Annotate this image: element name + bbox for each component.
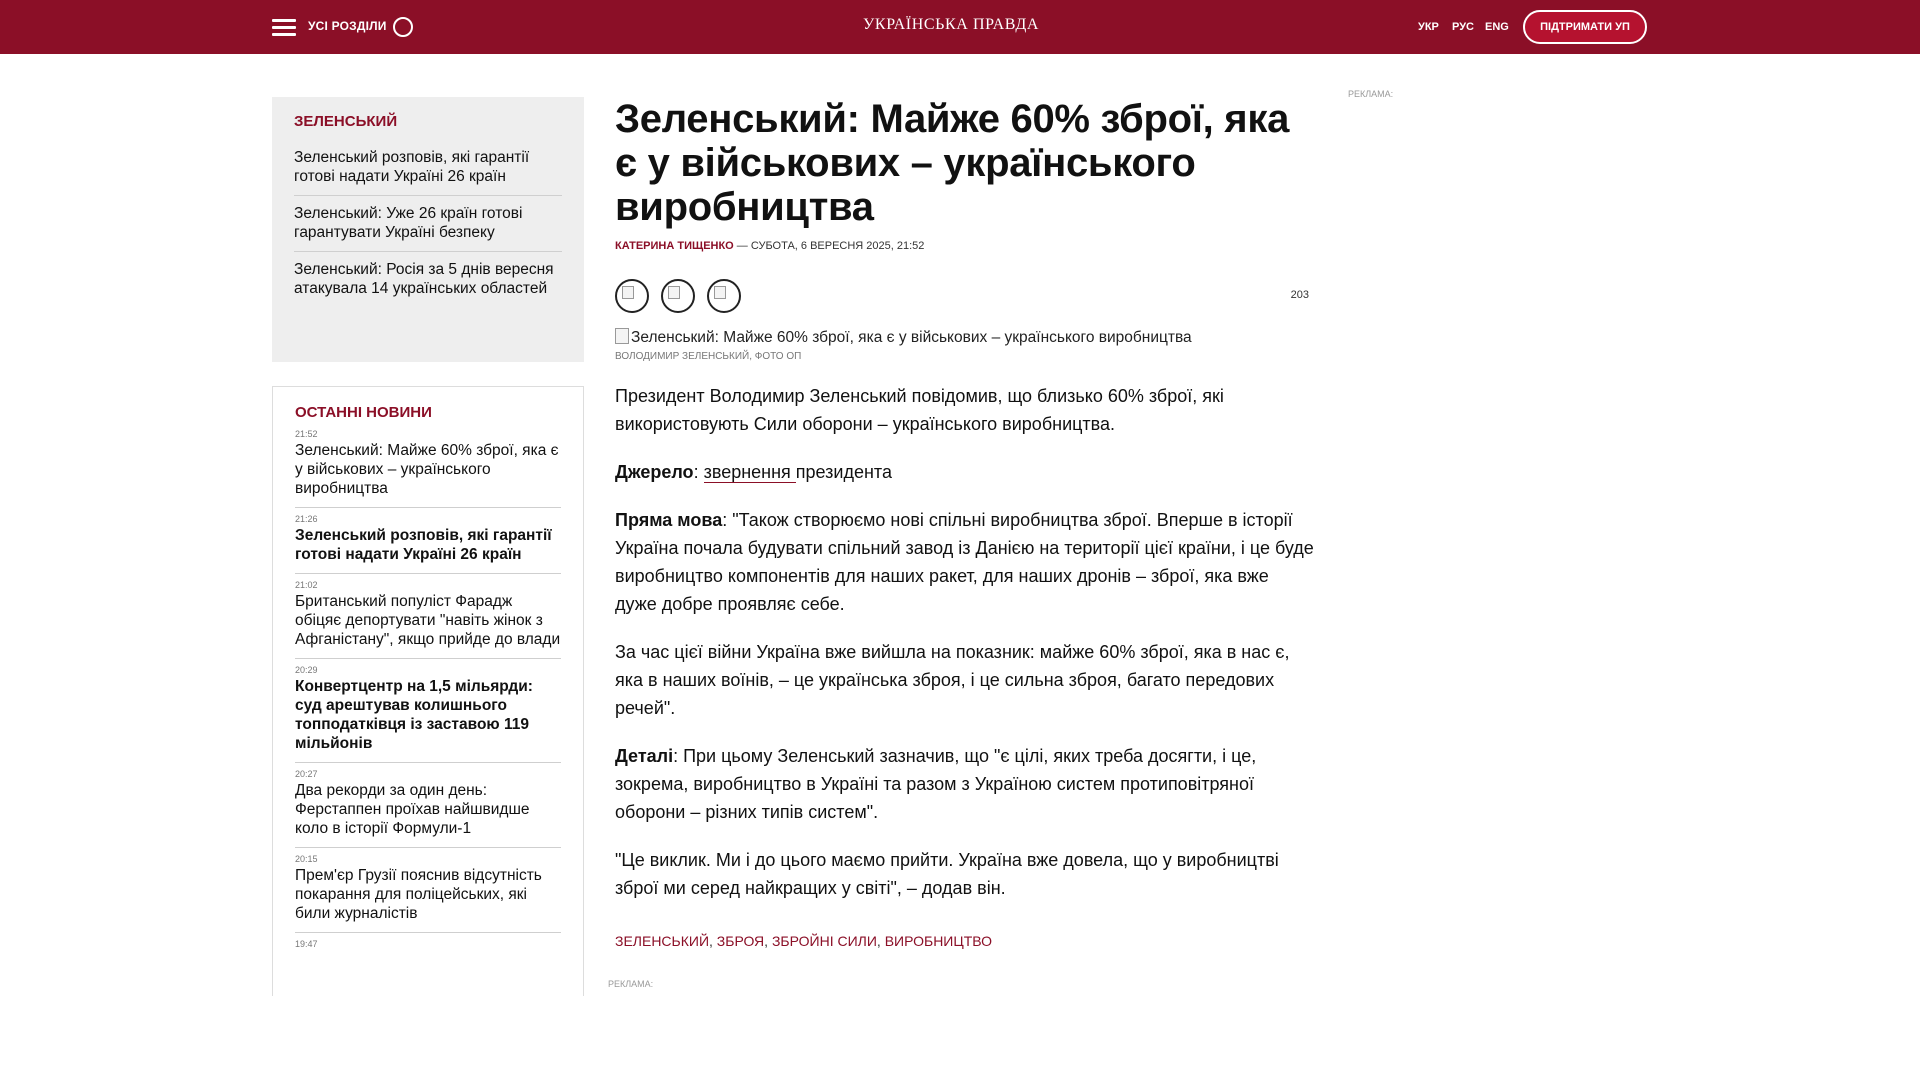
source-colon: : — [693, 462, 704, 482]
news-item[interactable] — [295, 423, 561, 508]
news-time: 21:26 — [295, 514, 318, 524]
share-row — [615, 279, 1315, 315]
article-date: СУБОТА, 6 ВЕРЕСНЯ 2025, 21:52 — [750, 240, 925, 252]
news-item[interactable] — [295, 574, 561, 659]
details-paragraph — [615, 742, 1315, 826]
article-body — [615, 382, 1315, 902]
tag-link[interactable]: ЗЕЛЕНСЬКИЙ — [615, 933, 710, 949]
news-title[interactable]: Прем'єр Грузії пояснив відсутність покарання для поліцейських, які били журналістів — [295, 867, 542, 922]
paragraph: "Це виклик. Ми і до цього маємо прийти. Україна вже довела, що у виробництві зброї ми серед найкращих у світі", – додав він. — [615, 850, 1279, 898]
topic-box — [272, 97, 584, 362]
lang-ukr-link[interactable]: УКР — [1418, 21, 1439, 33]
tag-link[interactable]: ЗБРОЯ — [716, 933, 765, 949]
image-alt-text: Зеленський: Майже 60% зброї, яка є у військових – українського виробництва — [631, 329, 1192, 346]
tag-separator: , — [709, 933, 717, 949]
news-time: 20:27 — [295, 769, 318, 779]
news-title[interactable]: Зеленський розповів, які гарантії готові надати Україні 26 країн — [295, 527, 552, 563]
tag-link[interactable]: ВИРОБНИЦТВО — [884, 933, 993, 949]
news-time: 21:02 — [295, 580, 318, 590]
news-item[interactable] — [295, 763, 561, 848]
tag-separator: , — [764, 933, 772, 949]
tags-row — [615, 933, 1315, 949]
news-title[interactable]: Конвертцентр на 1,5 мільярди: суд арештував колишнього топподатківця із заставою 119 мільйонів — [295, 678, 533, 752]
image-caption: ВОЛОДИМИР ЗЕЛЕНСЬКИЙ, ФОТО ОП — [615, 351, 802, 362]
news-title[interactable]: Два рекорди за один день: Ферстаппен проїхав найшвидше коло в історії Формули-1 — [295, 782, 530, 837]
ad-label: РЕКЛАМА: — [1348, 89, 1394, 99]
quote-paragraph — [615, 506, 1315, 618]
lang-rus-link[interactable]: РУС — [1452, 21, 1474, 33]
news-item[interactable] — [295, 848, 561, 933]
latest-news-title[interactable]: ОСТАННІ НОВИНИ — [295, 404, 432, 421]
details-text: : При цьому Зеленський зазначив, що "є цілі, яких треба досягти, і це, зокрема, виробництво в Україні та разом з Україною систем протиповітряної оборони – різних типів систем". — [615, 746, 1257, 822]
source-label: Джерело — [615, 462, 694, 482]
article-image — [615, 328, 1315, 347]
news-time: 20:29 — [295, 665, 318, 675]
paragraph: За час цієї війни Україна вже вийшла на показник: майже 60% зброї, яка в нас є, яка в наших воїнів, – це українська зброя, і це сильна зброя, багато передових речей". — [615, 642, 1290, 718]
source-rest: президента — [795, 462, 892, 482]
views-count: 203 — [1290, 289, 1309, 301]
details-label: Деталі — [615, 746, 674, 766]
tag-link[interactable]: ЗБРОЙНІ СИЛИ — [771, 933, 877, 949]
topic-title[interactable]: ЗЕЛЕНСЬКИЙ — [294, 113, 398, 130]
facebook-share-icon[interactable] — [615, 279, 649, 313]
author-link[interactable]: КАТЕРИНА ТИЩЕНКО — [615, 240, 734, 252]
news-time: 20:15 — [295, 854, 318, 864]
search-icon[interactable] — [393, 17, 413, 37]
all-sections-link[interactable]: УСІ РОЗДІЛИ — [308, 19, 387, 33]
article — [615, 97, 1315, 949]
topic-item[interactable]: Зеленський: Росія за 5 днів вересня атакувала 14 українських областей — [294, 261, 554, 297]
quote-text: : "Також створюємо нові спільні виробництва зброї. Вперше в історії Україна почала будувати спільний завод із Данією на території цієї країни, і це буде виробництво компонентів для наших ракет, для наших дронів – зброї, яка вже дуже добре проявляє себе. — [615, 510, 1314, 614]
topic-item[interactable]: Зеленський розповів, які гарантії готові надати Україні 26 країн — [294, 140, 562, 196]
news-item[interactable] — [295, 933, 561, 960]
paragraph: Президент Володимир Зеленський повідомив, що близько 60% зброї, які використовують Сили оборони – українського виробництва. — [615, 386, 1224, 434]
telegram-share-icon[interactable] — [707, 279, 741, 313]
top-bar — [0, 0, 1920, 54]
news-title[interactable]: Британський популіст Фарадж обіцяє депортувати "навіть жінок з Афганістану", якщо прийде до влади — [295, 593, 561, 648]
ad-label: РЕКЛАМА: — [608, 979, 654, 989]
news-time: 21:52 — [295, 429, 318, 439]
broken-image-icon — [615, 328, 629, 344]
latest-news-box — [272, 386, 584, 996]
lang-eng-link[interactable]: ENG — [1485, 21, 1509, 33]
topic-item[interactable]: Зеленський: Уже 26 країн готові гарантувати Україні безпеку — [294, 196, 562, 252]
support-button[interactable]: ПІДТРИМАТИ УП — [1523, 10, 1647, 44]
article-meta — [615, 240, 1315, 252]
news-time: 19:47 — [295, 939, 318, 949]
quote-label: Пряма мова — [615, 510, 723, 530]
hamburger-icon[interactable] — [272, 19, 296, 37]
meta-dash: — — [733, 240, 751, 252]
source-paragraph — [615, 458, 1315, 486]
news-item[interactable] — [295, 508, 561, 574]
news-item[interactable] — [295, 659, 561, 763]
twitter-share-icon[interactable] — [661, 279, 695, 313]
source-link[interactable]: звернення — [703, 462, 796, 482]
site-logo[interactable]: УКРАЇНСЬКА ПРАВДА — [863, 16, 1040, 33]
news-title[interactable]: Зеленський: Майже 60% зброї, яка є у військових – українського виробництва — [295, 442, 559, 497]
article-headline: Зеленський: Майже 60% зброї, яка є у військових – українського виробництва — [615, 97, 1290, 229]
tag-separator: , — [876, 933, 885, 949]
